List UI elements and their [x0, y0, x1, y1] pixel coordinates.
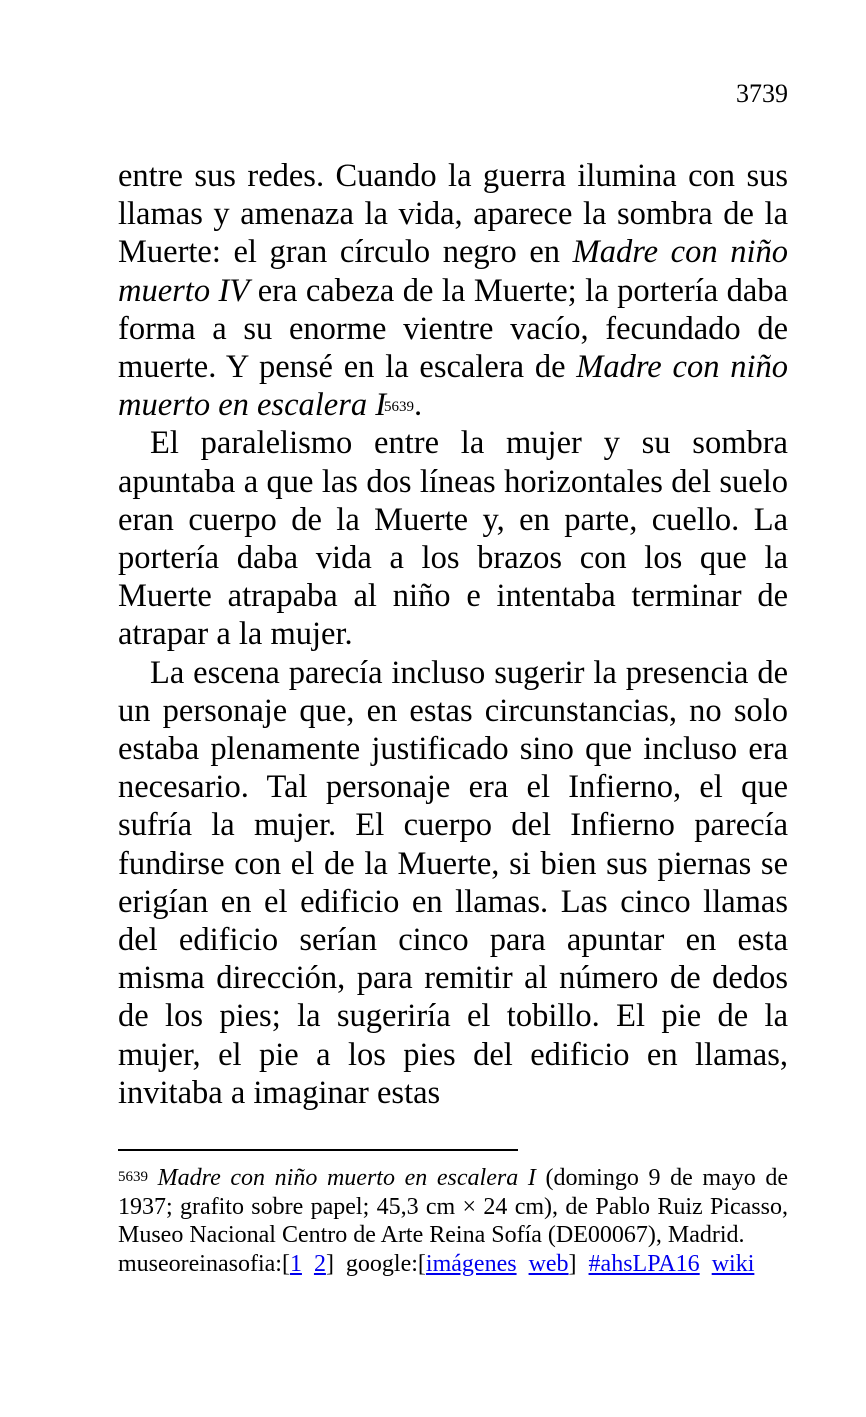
paragraph-1-part-1: entre sus redes. Cuando la guerra ilumina con sus llamas y amenaza la vida, aparece la sombra de la Muerte: el gran círculo negro en [118, 158, 788, 271]
footnote-separator [118, 1149, 518, 1151]
footnote-text [118, 1164, 788, 1250]
museo-label: museoreinasofia:[ [118, 1250, 290, 1277]
museo-link-2[interactable]: 2 [313, 1250, 326, 1277]
google-label: ] google:[ [325, 1250, 426, 1277]
paragraph-2-text: El paralelismo entre la mujer y su sombra apuntaba a que las dos líneas horizontales del suelo eran cuerpo de la Muerte y, en parte, cuello. La portería daba vida a los brazos con los que la Muerte atrapaba al niño e intentaba terminar de atrapar a la mujer. [118, 425, 788, 653]
footnote-marker: 5639 [118, 1169, 148, 1185]
paragraph-3 [118, 654, 788, 1112]
footnote-links [118, 1250, 788, 1279]
paragraph-1 [118, 157, 788, 424]
google-images-link[interactable]: imágenes [425, 1250, 517, 1277]
google-close-bracket: ] [568, 1250, 577, 1277]
page-number: 3739 [736, 79, 788, 108]
footnote [118, 1164, 788, 1278]
paragraph-3-text: La escena parecía incluso sugerir la presencia de un personaje que, en estas circunstancias, no solo estaba plenamente justificado sino que incluso era necesario. Tal personaje era el Infierno, el que sufría la mujer. El cuerpo del Infierno parecía fundirse con el de la Muerte, si bien sus piernas se erigían en el edificio en llamas. Las cinco llamas del edificio serían cinco para apuntar en esta misma dirección, para remitir al número de dedos de los pies; la sugeriría el tobillo. El pie de la mujer, el pie a los pies del edificio en llamas, invitaba a imaginar estas [118, 654, 788, 1111]
footnote-artwork-title: Madre con niño muerto en escalera I [157, 1165, 536, 1191]
wiki-link[interactable]: wiki [711, 1250, 755, 1277]
artwork-title-madre-con-nino-muerto-iv: Madre con niño muerto IV [118, 234, 788, 309]
footnote-description: (domingo 9 de mayo de 1937; grafito sobre papel; 45,3 cm × 24 cm), de Pablo Ruiz Picasso, Museo Nacional Centro de Arte Reina Sofía (DE00067), Madrid. [118, 1165, 788, 1248]
paragraph-2 [118, 424, 788, 653]
artwork-title-madre-con-nino-muerto-en-escalera: Madre con niño muerto en escalera I [118, 349, 788, 424]
paragraph-1-part-3: era cabeza de la Muerte; la portería daba forma a su enorme vientre vacío, fecundado de muerte. Y pensé en la escalera de [118, 272, 788, 386]
paragraph-1-part-6: . [414, 387, 423, 424]
museo-link-1[interactable]: 1 [289, 1250, 302, 1277]
footnote-reference[interactable]: 5639 [384, 399, 415, 416]
hashtag-link[interactable]: #ahsLPA16 [588, 1250, 700, 1277]
body-text [118, 157, 788, 1112]
google-web-link[interactable]: web [528, 1250, 569, 1277]
